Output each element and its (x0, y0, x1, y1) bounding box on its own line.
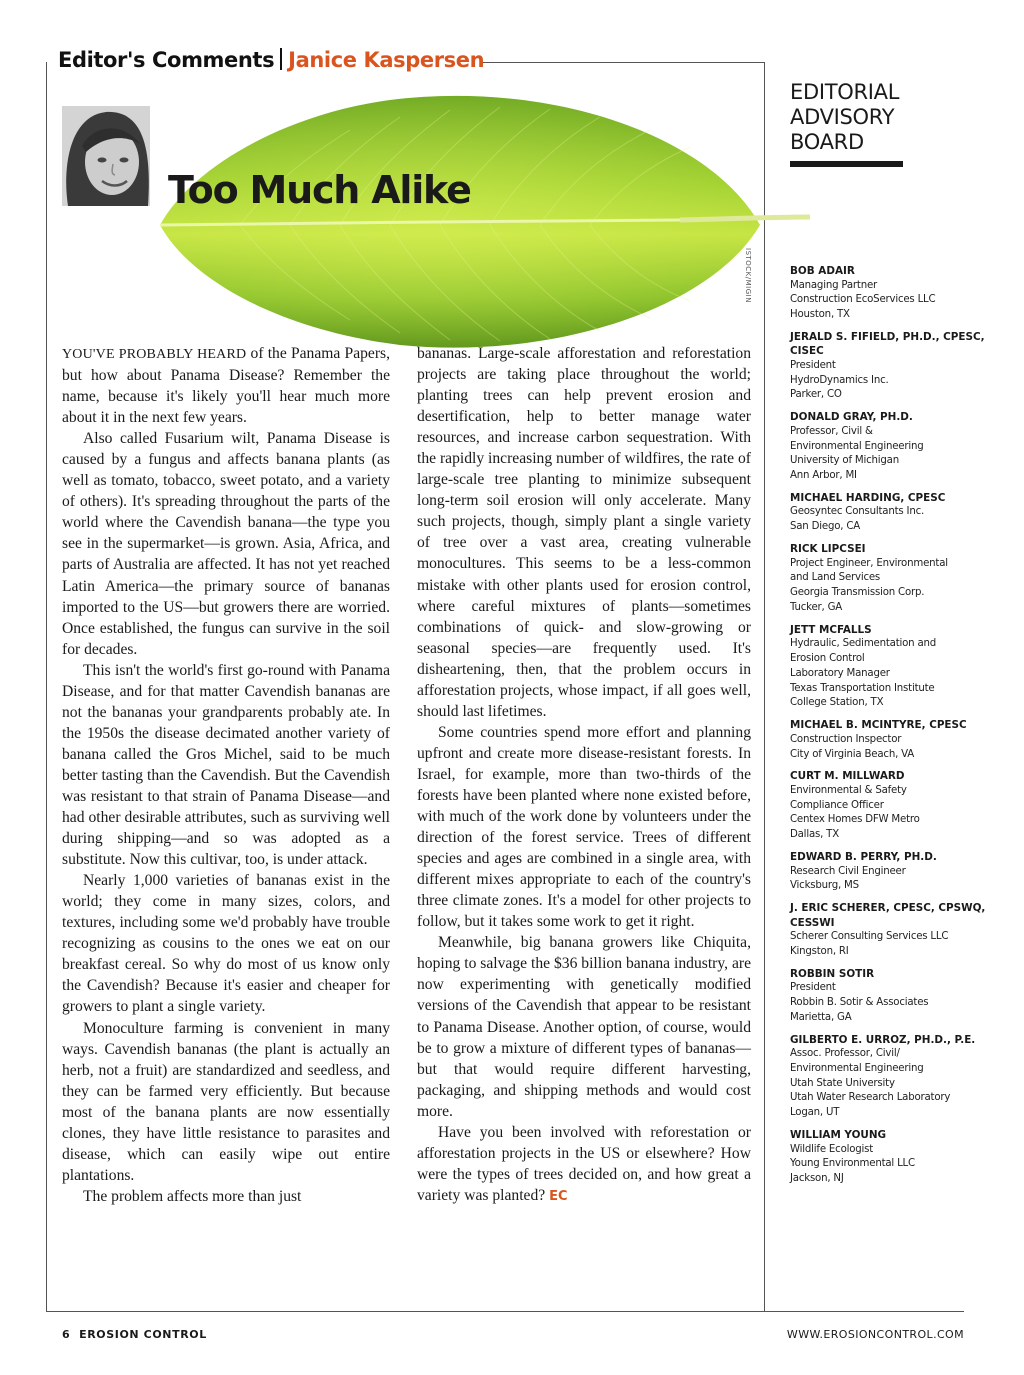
banana-leaf-image (120, 75, 810, 355)
board-member-detail: Scherer Consulting Services LLC (790, 931, 949, 943)
board-member (790, 330, 990, 403)
article-paragraph: The problem affects more than just (83, 1187, 302, 1205)
board-member-name: CURT M. MILLWARD (790, 770, 905, 783)
board-member-detail: Assoc. Professor, Civil/ (790, 1048, 900, 1060)
board-member (790, 542, 990, 616)
board-member (790, 623, 990, 711)
board-member-detail: Erosion Control (790, 653, 865, 665)
article-column-left (62, 343, 390, 1207)
sidebar-title-line: BOARD (790, 130, 864, 154)
board-member-detail: Young Environmental LLC (790, 1158, 915, 1170)
board-member-detail: Jackson, NJ (790, 1173, 844, 1185)
board-member-detail: Kingston, RI (790, 945, 849, 957)
board-member-detail: HydroDynamics Inc. (790, 374, 889, 386)
board-member-detail: Hydraulic, Sedimentation and (790, 638, 937, 650)
page-number: 6 (62, 1328, 71, 1341)
board-member-detail: Utah State University (790, 1077, 895, 1089)
board-member-detail: Professor, Civil & (790, 425, 873, 437)
article-paragraph: bananas. Large-scale afforestation and reforestation projects are taking place throughout the world; planting trees can help prevent erosion and desertification, help to better manage water resources, and increase carbon sequestration. With the rapidly increasing number of wildfires, the rate of large-scale tree planting to minimize subsequent long-term soil erosion will only accelerate. Many such projects, though, simply plant a single variety of tree over a vast area, creating vulnerable monocultures. This seems to be a less-common mistake with other plants used for erosion control, where careful mixtures of plants—sometimes combinations of quick- and slow-growing or seasonal species—are frequently used. It's disheartening, then, that the problem occurs in afforestation projects, whose impact, if all goes well, should last lifetimes. (417, 345, 751, 720)
board-member-detail: Tucker, GA (790, 601, 843, 613)
section-label: Editor's Comments (58, 48, 275, 72)
board-member-name: BOB ADAIR (790, 265, 855, 277)
board-member (790, 410, 990, 484)
board-member-detail: Marietta, GA (790, 1011, 852, 1023)
article-paragraph-text: of the Panama Papers, but how about Panama Disease? Remember the name, because it's likely you'll hear much more about it in the next few years. (62, 345, 390, 427)
board-member-detail: Texas Transportation Institute (790, 682, 935, 694)
frame-rule-bottom (46, 1311, 964, 1312)
board-member-detail: President (790, 359, 836, 371)
article-paragraph: Monoculture farming is convenient in many ways. Cavendish bananas (the plant is actually an herb, not a fruit) are standardized and seedless, and they can be farmed very efficiently. But because most of the banana plants are now essentially clones, they have little resistance to parasites and disease, which can easily wipe out entire plantations. (62, 1019, 390, 1184)
board-member-detail: Logan, UT (790, 1107, 840, 1119)
board-member-detail: Project Engineer, Environmental (790, 557, 948, 569)
website-url: WWW.EROSIONCONTROL.COM (786, 1328, 964, 1341)
board-member-detail: San Diego, CA (790, 521, 861, 533)
advisory-board-list (790, 264, 990, 1194)
board-member-detail: Geosyntec Consultants Inc. (790, 506, 925, 518)
section-author: Janice Kaspersen (288, 48, 485, 72)
board-member-detail: President (790, 982, 836, 994)
board-member-detail: Wildlife Ecologist (790, 1143, 874, 1155)
sidebar-title-line: ADVISORY (790, 105, 895, 129)
board-member-detail: Managing Partner (790, 279, 878, 291)
board-member-detail: Laboratory Manager (790, 667, 890, 679)
board-member-name: WILLIAM YOUNG (790, 1129, 887, 1142)
article-lead-in: YOU'VE PROBABLY HEARD (62, 347, 247, 362)
article-paragraph-text: Have you been involved with reforestation or afforestation projects in the US or elsewhere? How were the types of trees decided on, and how great a variety was planted? (417, 1123, 751, 1204)
board-member (790, 264, 990, 323)
board-member-name: GILBERTO E. URROZ, PH.D., P.E. (790, 1033, 976, 1046)
board-member-detail: College Station, TX (790, 697, 884, 709)
board-member (790, 1128, 990, 1187)
article-column-right (417, 343, 751, 1207)
board-member-detail: University of Michigan (790, 455, 899, 467)
board-member-name: EDWARD B. PERRY, PH.D. (790, 851, 937, 864)
frame-rule-left (46, 62, 47, 1312)
article-paragraph: Nearly 1,000 varieties of bananas exist in the world; they come in many sizes, colors, and textures, including some we'd probably have trouble recognizing as cousins to the ones we eat on our breakfast cereal. So why do most of us know only the Cavendish? Because it's easier and cheaper for growers to plant a single variety. (62, 872, 390, 1016)
board-member-detail: Utah Water Research Laboratory (790, 1092, 951, 1104)
board-member-detail: Parker, CO (790, 389, 842, 401)
article-paragraph: This isn't the world's first go-round with Panama Disease, and for that matter Cavendish bananas are not the bananas your grandparents probably ate. In the 1950s the disease decimated another variety of banana called the Gros Michel, said to be much better tasting than the Cavendish. But the Cavendish was resistant to that strain of Panama Disease—and had other desirable attributes, such as surviving well during shipping—and so was adopted as a substitute. Now this cultivar, too, is under attack. (62, 661, 390, 869)
frame-rule-top (480, 62, 764, 63)
board-member-name: MICHAEL B. MCINTYRE, CPESC (790, 719, 967, 732)
board-member (790, 491, 990, 535)
section-divider (280, 48, 282, 70)
board-member-detail: Centex Homes DFW Metro (790, 814, 920, 826)
board-member (790, 901, 990, 960)
sidebar-title-line: EDITORIAL (790, 80, 900, 104)
board-member-name: MICHAEL HARDING, CPESC (790, 491, 946, 504)
board-member (790, 718, 990, 762)
article-paragraph (417, 1122, 751, 1207)
board-member-name: RICK LIPCSEI (790, 543, 866, 556)
board-member-name: JERALD S. FIFIELD, PH.D., CPESC, CISEC (790, 330, 985, 358)
board-member-detail: Robbin B. Sotir & Associates (790, 997, 929, 1008)
publication-name: EROSION CONTROL (79, 1328, 207, 1341)
board-member-name: JETT MCFALLS (790, 623, 872, 636)
board-member-name: DONALD GRAY, PH.D. (790, 411, 913, 424)
board-member-detail: Environmental Engineering (790, 1062, 924, 1074)
board-member-detail: Compliance Officer (790, 799, 884, 811)
board-member-detail: Environmental & Safety (790, 784, 907, 796)
article-paragraph: Also called Fusarium wilt, Panama Disease is caused by a fungus and affects banana plants (as well as tomato, tobacco, sweet potato, and a variety of others). It's spreading throughout the parts of the world where the Cavendish banana—the type you see in the supermarket—is grown. Asia, Africa, and parts of Australia are affected. It has not yet reached Latin America—the primary source of bananas imported to the US—but growers there are worried. Once established, the fungus can survive in the soil for decades. (62, 430, 390, 658)
board-member-detail: Research Civil Engineer (790, 865, 906, 877)
board-member (790, 1033, 990, 1121)
advisory-board-heading (790, 80, 990, 167)
board-member-detail: Ann Arbor, MI (790, 470, 857, 482)
board-member-name: ROBBIN SOTIR (790, 967, 875, 980)
board-member-detail: and Land Services (790, 572, 881, 584)
board-member (790, 850, 990, 894)
board-member-detail: Construction Inspector (790, 733, 902, 745)
article-paragraph: Some countries spend more effort and planning upfront and create more disease-resistant forests. In Israel, for example, more than two-thirds of the forests have been planted where none existed before, with much of the work done by volunteers under the direction of the forest service. Trees of different species and ages are combined in a single area, with different mixes appropriate to each of the country's three climate zones. It's a model for other projects to follow, but it takes some work to get it right. (417, 723, 751, 931)
article-paragraph (62, 343, 390, 428)
section-header (58, 48, 484, 72)
board-member-detail: Dallas, TX (790, 829, 839, 841)
board-member-detail: Environmental Engineering (790, 440, 924, 452)
article-paragraph: Meanwhile, big banana growers like Chiquita, hoping to salvage the $36 billion banana industry, are now experimenting with genetically modified versions of the Cavendish that appear to be resistant to Panama Disease. Another option, of course, would be to grow a mixture of different types of bananas—but that would require different harvesting, packaging, and shipping methods and would cost more. (417, 934, 751, 1120)
board-member-detail: Georgia Transmission Corp. (790, 587, 925, 599)
photo-credit: ISTOCK/MIGIN (744, 248, 752, 303)
sidebar-title-bar (790, 161, 903, 167)
board-member-detail: Houston, TX (790, 309, 850, 321)
article-headline: Too Much Alike (168, 168, 471, 212)
board-member (790, 967, 990, 1026)
board-member-detail: Construction EcoServices LLC (790, 294, 936, 306)
board-member-detail: Vicksburg, MS (790, 880, 859, 892)
board-member-detail: City of Virginia Beach, VA (790, 748, 915, 760)
editor-headshot (62, 106, 150, 206)
page-folio (62, 1328, 207, 1341)
end-mark: EC (549, 1188, 568, 1204)
board-member-name: J. ERIC SCHERER, CPESC, CPSWQ, CESSWI (790, 902, 986, 929)
board-member (790, 769, 990, 843)
